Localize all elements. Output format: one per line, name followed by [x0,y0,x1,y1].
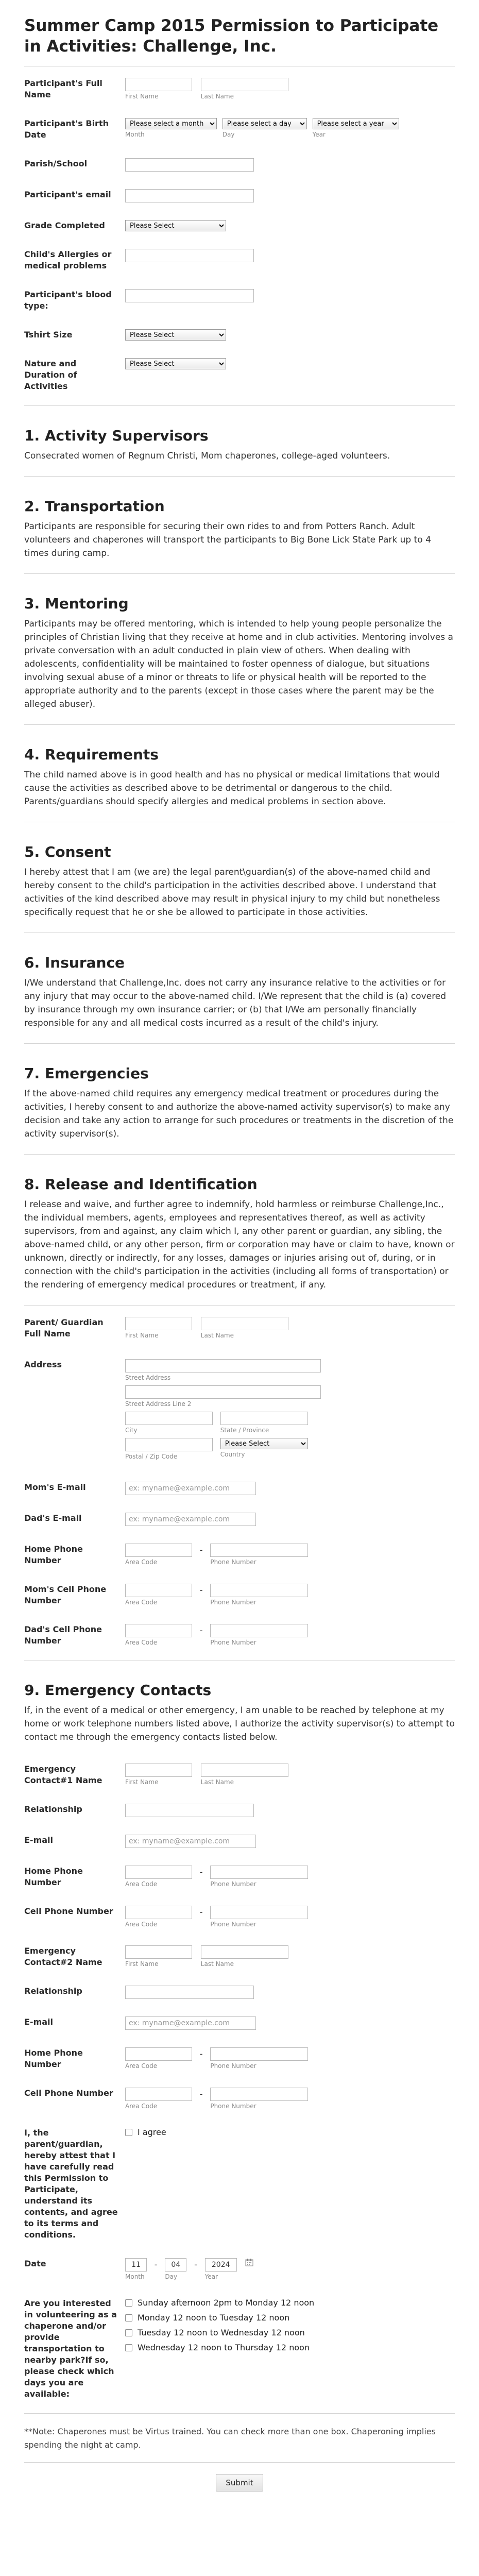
dad-email-label: Dad's E-mail [24,1513,82,1523]
mom-email-input[interactable] [125,1482,256,1495]
tshirt-row [24,320,455,349]
contact1-home-phone-row [24,1856,455,1896]
volunteer-checkbox[interactable] [125,2299,132,2307]
volunteer-option-label: Sunday afternoon 2pm to Monday 12 noon [138,2298,315,2308]
submit-row [24,2463,455,2502]
country-select[interactable] [220,1438,308,1449]
section-text: Consecrated women of Regnum Christi, Mom chaperones, college-aged volunteers. [24,451,390,461]
calendar-icon[interactable] [245,2258,253,2266]
tshirt-select[interactable] [125,329,226,341]
mom-email-row [24,1472,455,1503]
contact2-cell-phone-row [24,2078,455,2118]
contact1-email-input[interactable] [125,1835,256,1848]
date-dash: - [154,2260,158,2269]
participant-name-label: Participant's Full Name [24,78,102,99]
contact2-cell-area-input[interactable] [125,2088,192,2101]
parish-label: Parish/School [24,159,88,168]
address-row [24,1348,455,1472]
volunteer-option[interactable] [125,2298,455,2308]
home-phone-number-input[interactable] [210,1544,308,1557]
section-text: I release and waive, and further agree to indemnify, hold harmless or reimburse Challenge,Inc., the individual members, agents, employees and representatives thereof, as well as activity supervisors, from and against, any claim which I, any other parent or guardian, any sibling, the above-named child, or any other person, firm or corporation may have or claim to have, known or unknown, directly or indirectly, for any losses, damages or injuries arising out of, during, or in connection with the child's participation in the activities (including all forms of transportation) or the rendering of emergency medical procedures or treatment, if any. [24,1199,455,1290]
form-title: Summer Camp 2015 Permission to Participate in Activities: Challenge, Inc. [24,16,439,56]
relationship-label: Relationship [24,1986,82,1996]
first-name-sublabel: First Name [125,1332,159,1339]
last-name-sublabel: Last Name [200,1778,234,1786]
section-activity-supervisors [24,406,455,471]
phone-dash: - [199,1585,203,1595]
contact1-relationship-input[interactable] [125,1804,254,1817]
last-name-sublabel: Last Name [200,1332,234,1339]
participant-first-name-input[interactable] [125,78,192,91]
street-address-line2-input[interactable] [125,1385,321,1399]
contact1-cell-phone-row [24,1896,455,1936]
mom-cell-label: Mom's Cell Phone Number [24,1584,107,1605]
home-phone-label: Home Phone Number [24,1866,83,1887]
street-address-input[interactable] [125,1359,321,1372]
area-code-sublabel: Area Code [125,1599,158,1606]
contact1-name-label: Emergency Contact#1 Name [24,1764,102,1785]
phone-dash: - [199,1545,203,1555]
contact2-name-row [24,1936,455,1976]
section-transportation [24,477,455,568]
submit-button[interactable]: Submit [216,2474,263,2492]
email-label: E-mail [24,1835,54,1845]
volunteer-option[interactable] [125,2328,455,2337]
parish-input[interactable] [125,158,254,172]
section-mentoring [24,574,455,719]
allergies-label: Child's Allergies or medical problems [24,249,112,270]
date-row [24,2249,455,2289]
volunteer-option-label: Tuesday 12 noon to Wednesday 12 noon [138,2328,305,2337]
last-name-sublabel: Last Name [200,93,234,100]
participant-email-row [24,180,455,211]
month-sublabel: Month [125,131,145,138]
phone-dash: - [199,2049,203,2059]
home-phone-area-input[interactable] [125,1544,192,1557]
section-heading: 6. Insurance [24,954,125,971]
contact1-home-number-input[interactable] [210,1866,308,1879]
date-dash: - [194,2260,197,2269]
phone-dash: - [199,1867,203,1877]
attest-row [24,2118,455,2249]
address-label: Address [24,1360,62,1369]
blood-type-row [24,280,455,320]
section-emergency-contacts [24,1660,455,1752]
blood-type-label: Participant's blood type: [24,290,112,311]
street-sublabel: Street Address [125,1374,171,1381]
tshirt-label: Tshirt Size [24,330,73,340]
agree-checkbox-option[interactable] [125,2127,455,2137]
month-sublabel: Month [125,2273,145,2280]
area-code-sublabel: Area Code [125,1639,158,1646]
mom-email-label: Mom's E-mail [24,1482,86,1492]
section-text: The child named above is in good health and has no physical or medical limitations that would cause the activities as described above to be detrimental or dangerous to the child. Parents/guardians should specify allergies and medical problems in section above. [24,770,440,807]
section-text: I/We understand that Challenge,Inc. does not carry any insurance relative to the activities or for any injury that may occur to the above-named child. I/We represent that the child is (a) covered by insurance through my own insurance carrier; or (b) that I/We am personally financially responsible for any and all medical costs incurred as a result of the child's injury. [24,978,447,1028]
day-sublabel: Day [222,131,235,138]
contact2-email-input[interactable] [125,2016,256,2030]
dad-email-row [24,1503,455,1534]
city-sublabel: City [125,1427,138,1434]
allergies-row [24,240,455,280]
participant-email-label: Participant's email [24,190,111,199]
dad-email-input[interactable] [125,1513,256,1526]
relationship-label: Relationship [24,1804,82,1814]
contact1-home-area-input[interactable] [125,1866,192,1879]
section-text: If, in the event of a medical or other emergency, I am unable to be reached by telephone at my home or work telephone numbers listed above, I authorize the activity supervisor(s) to attempt to contact me through the emergency contacts listed below. [24,1705,455,1742]
section-text: Participants may be offered mentoring, which is intended to help young people personalize the principles of Christian living that they receive at home and in club activities. Mentoring involves a private conversation with an adult conducted in plain view of others. When dealing with adolescents, confidentiality will be maintained to foster openness of dialogue, but situations involving sexual abuse of a minor or threats to life or physical health will be reported to the appropriate authority and to the parents (except in those cases where the parent may be the alleged abuser). [24,619,453,709]
contact1-cell-number-input[interactable] [210,1906,308,1919]
contact2-name-label: Emergency Contact#2 Name [24,1946,102,1967]
section-heading: 3. Mentoring [24,595,129,612]
last-name-sublabel: Last Name [200,1960,234,1968]
parent-last-name-input[interactable] [201,1317,288,1330]
mom-cell-area-input[interactable] [125,1584,192,1597]
email-label: E-mail [24,2017,54,2027]
phone-dash: - [199,1907,203,1917]
section-requirements [24,725,455,817]
contact2-home-area-input[interactable] [125,2047,192,2061]
section-heading: 7. Emergencies [24,1065,149,1082]
chaperone-note: **Note: Chaperones must be Virtus trained. You can check more than one box. Chaperoning implies spending the night at camp. [24,2427,436,2450]
dad-cell-label: Dad's Cell Phone Number [24,1624,102,1646]
phone-sublabel: Phone Number [210,2062,256,2070]
volunteer-option[interactable] [125,2343,455,2352]
volunteer-row [24,2289,455,2408]
home-phone-label: Home Phone Number [24,2048,83,2069]
date-month-input[interactable] [125,2258,147,2272]
birth-date-row [24,109,455,149]
section-insurance [24,933,455,1038]
contact1-last-name-input[interactable] [201,1764,288,1777]
first-name-sublabel: First Name [125,93,159,100]
volunteer-option[interactable] [125,2313,455,2323]
volunteer-label: Are you interested in volunteering as a chaperone and/or provide transportation to nearby park?If so, please check which days you are available: [24,2298,117,2399]
contact1-first-name-input[interactable] [125,1764,192,1777]
agree-option-label: I agree [138,2127,166,2137]
nature-row [24,349,455,400]
contact2-first-name-input[interactable] [125,1945,192,1959]
postal-sublabel: Postal / Zip Code [125,1453,178,1460]
section-heading: 1. Activity Supervisors [24,427,209,444]
nature-select[interactable] [125,358,226,369]
volunteer-checkbox[interactable] [125,2329,132,2336]
street2-sublabel: Street Address Line 2 [125,1400,192,1408]
volunteer-checkbox[interactable] [125,2344,132,2351]
volunteer-option-label: Monday 12 noon to Tuesday 12 noon [138,2313,290,2323]
grade-row [24,211,455,240]
date-day-input[interactable] [165,2258,186,2272]
nature-label: Nature and Duration of Activities [24,359,77,391]
attest-label: I, the parent/guardian, hereby attest that I have carefully read this Permission to Participate, understand its contents, and agree to its terms and conditions. [24,2128,118,2240]
allergies-input[interactable] [125,249,254,262]
contact2-last-name-input[interactable] [201,1945,288,1959]
area-code-sublabel: Area Code [125,2062,158,2070]
city-input[interactable] [125,1412,213,1425]
postal-code-input[interactable] [125,1438,213,1451]
contact2-home-phone-row [24,2038,455,2078]
parent-name-row [24,1306,455,1348]
cell-phone-label: Cell Phone Number [24,2088,113,2098]
section-heading: 2. Transportation [24,498,165,515]
contact1-email-row [24,1825,455,1856]
section-consent [24,822,455,927]
dad-cell-area-input[interactable] [125,1624,192,1637]
day-sublabel: Day [165,2273,178,2280]
contact2-email-row [24,2007,455,2038]
phone-dash: - [199,1625,203,1635]
first-name-sublabel: First Name [125,1960,159,1968]
section-text: Participants are responsible for securing their own rides to and from Potters Ranch. Adult volunteers and chaperones will transport the participants to Big Bone Lick State Park up to 4 times during camp. [24,521,431,558]
area-code-sublabel: Area Code [125,1880,158,1888]
home-phone-label: Home Phone Number [24,1544,83,1565]
state-sublabel: State / Province [220,1427,269,1434]
contact1-cell-area-input[interactable] [125,1906,192,1919]
contact2-relationship-input[interactable] [125,1986,254,1999]
phone-sublabel: Phone Number [210,1558,256,1566]
area-code-sublabel: Area Code [125,2103,158,2110]
volunteer-checkbox[interactable] [125,2314,132,2321]
area-code-sublabel: Area Code [125,1921,158,1928]
phone-sublabel: Phone Number [210,1599,256,1606]
year-sublabel: Year [312,131,326,138]
blood-type-input[interactable] [125,289,254,302]
phone-sublabel: Phone Number [210,1921,256,1928]
grade-label: Grade Completed [24,221,105,230]
phone-dash: - [199,2089,203,2099]
date-label: Date [24,2259,46,2268]
participant-name-row [24,66,455,109]
country-sublabel: Country [220,1451,245,1458]
mom-cell-row [24,1574,455,1615]
year-sublabel: Year [204,2273,218,2280]
agree-checkbox[interactable] [125,2129,132,2136]
birth-date-label: Participant's Birth Date [24,118,109,140]
area-code-sublabel: Area Code [125,1558,158,1566]
birth-year-select[interactable] [313,118,399,129]
permission-form [13,0,466,2514]
participant-email-input[interactable] [125,189,254,202]
section-text: I hereby attest that I am (we are) the legal parent\guardian(s) of the above-named child and hereby consent to the child's participation in the activities described above. I understand that activities of the kind described above may result in physical injury to my child but nonetheless specifically request that he or she be allowed to participate in those activities. [24,867,440,918]
section-text: If the above-named child requires any emergency medical treatment or procedures during the activities, I hereby consent to and authorize the above-named activity supervisor(s) to make any decision and take any action to arrange for such procedures or treatments in the discretion of the activity supervisor(s). [24,1089,454,1139]
mom-cell-number-input[interactable] [210,1584,308,1597]
phone-sublabel: Phone Number [210,2103,256,2110]
grade-select[interactable] [125,220,226,231]
first-name-sublabel: First Name [125,1778,159,1786]
birth-day-select[interactable] [223,118,307,129]
contact2-home-number-input[interactable] [210,2047,308,2061]
section-emergencies [24,1044,455,1149]
participant-last-name-input[interactable] [201,78,288,91]
contact1-name-row [24,1752,455,1794]
contact1-relationship-row [24,1794,455,1825]
parent-name-label: Parent/ Guardian Full Name [24,1317,104,1338]
section-heading: 8. Release and Identification [24,1176,258,1193]
volunteer-option-label: Wednesday 12 noon to Thursday 12 noon [138,2343,310,2352]
date-year-input[interactable] [205,2258,237,2272]
dad-cell-row [24,1615,455,1655]
birth-month-select[interactable] [125,118,217,129]
phone-sublabel: Phone Number [210,1880,256,1888]
state-input[interactable] [220,1412,308,1425]
home-phone-row [24,1534,455,1574]
phone-sublabel: Phone Number [210,1639,256,1646]
dad-cell-number-input[interactable] [210,1624,308,1637]
section-heading: 4. Requirements [24,746,159,763]
contact2-cell-number-input[interactable] [210,2088,308,2101]
section-release [24,1155,455,1300]
parent-first-name-input[interactable] [125,1317,192,1330]
section-heading: 5. Consent [24,843,111,860]
parish-row [24,149,455,180]
contact2-relationship-row [24,1976,455,2007]
cell-phone-label: Cell Phone Number [24,1906,113,1916]
section-heading: 9. Emergency Contacts [24,1682,212,1699]
